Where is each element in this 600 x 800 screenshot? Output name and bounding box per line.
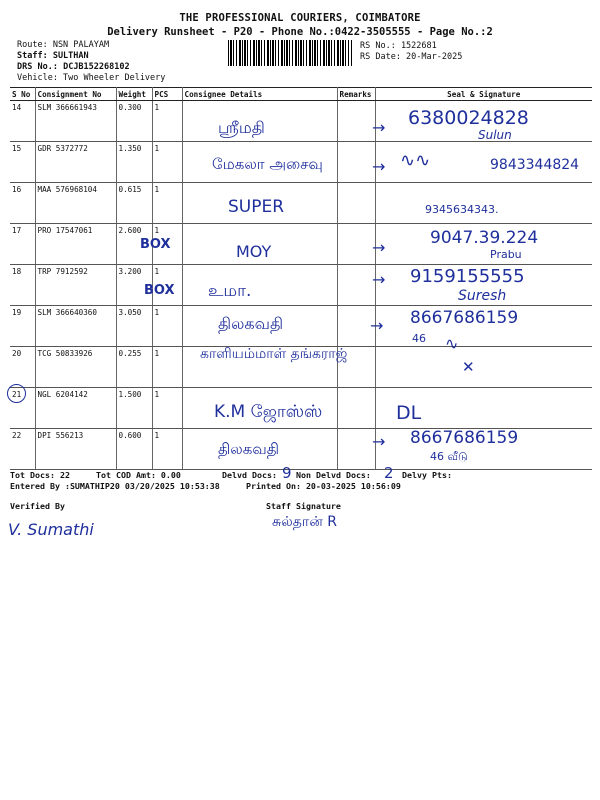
cell-consignment: MAA 576968104 — [35, 183, 116, 224]
staff-signature-label: Staff Signature — [266, 501, 341, 511]
cell-pcs: 1 — [152, 429, 182, 470]
handwritten-consignee-21: K.M ஜோஸ்ஸ் — [214, 402, 323, 422]
runsheet-subtitle: Delivery Runsheet - P20 - Phone No.:0422-3505555 - Page No.:2 — [107, 26, 493, 38]
vehicle-label: Vehicle: Two Wheeler Delivery — [17, 73, 166, 83]
cell-weight: 0.300 — [116, 101, 152, 142]
barcode — [228, 40, 352, 66]
handwritten-phone-19: 8667686159 — [410, 308, 519, 328]
cell-pcs: 1 — [152, 388, 182, 429]
col-header-sno: S No — [10, 88, 35, 101]
cell-remarks — [337, 101, 375, 142]
arrow-mark: → — [370, 316, 384, 335]
arrow-mark: → — [372, 432, 386, 451]
cell-weight: 2.600 — [116, 224, 152, 265]
handwritten-scribble-15: ∿∿ — [400, 150, 431, 171]
handwritten-sign-14: Sulun — [478, 128, 512, 142]
circle-mark — [7, 384, 26, 403]
arrow-mark: → — [372, 270, 386, 289]
handwritten-sign-22: 46 வீடு — [430, 450, 468, 463]
handwritten-consignee-19: திலகவதி — [218, 314, 284, 333]
handwritten-weight-note-18: BOX — [144, 283, 175, 298]
handwritten-phone-15: 9843344824 — [490, 157, 580, 173]
drs-value: DCJB152268102 — [63, 62, 130, 72]
handwritten-phone-17: 9047.39.224 — [430, 228, 539, 248]
table-header-row — [10, 88, 592, 101]
verifier-signature: V. Sumathi — [8, 520, 94, 539]
col-header-consignment: Consignment No — [35, 88, 116, 101]
non-delvd-docs-value: 2 — [384, 464, 394, 482]
delvd-docs-label: Delvd Docs: — [222, 470, 277, 480]
cell-remarks — [337, 429, 375, 470]
tot-cod: Tot COD Amt: 0.00 — [96, 470, 181, 480]
cell-weight: 0.255 — [116, 347, 152, 388]
cell-consignment: DPI 556213 — [35, 429, 116, 470]
handwritten-consignee-16: SUPER — [228, 197, 285, 217]
cell-consignment: TCG 50833926 — [35, 347, 116, 388]
drs-label: DRS No.: — [17, 62, 58, 72]
handwritten-sign-19: 46 — [412, 332, 426, 345]
cell-remarks — [337, 265, 375, 306]
non-delvd-docs-label: Non Delvd Docs: — [296, 470, 371, 480]
col-header-signature: Seal & Signature — [375, 88, 592, 101]
col-header-consignee: Consignee Details — [182, 88, 337, 101]
cell-consignment: TRP 7912592 — [35, 265, 116, 306]
cell-weight: 0.600 — [116, 429, 152, 470]
handwritten-consignee-22: திலகவதி — [218, 440, 279, 458]
cell-pcs: 1 — [152, 347, 182, 388]
cell-consignment: GDR 5372772 — [35, 142, 116, 183]
tot-docs: Tot Docs: 22 — [10, 470, 70, 480]
cell-sno: 21 — [10, 388, 35, 429]
handwritten-x-mark: ✕ — [462, 358, 475, 376]
cell-pcs: 1 — [152, 101, 182, 142]
delvd-docs-value: 9 — [282, 464, 292, 482]
cell-consignee — [182, 265, 337, 306]
cell-weight: 3.050 — [116, 306, 152, 347]
arrow-mark: → — [372, 118, 386, 137]
cell-sno: 19 — [10, 306, 35, 347]
delvy-pts-label: Delvy Pts: — [402, 470, 452, 480]
cell-consignment: SLM 366640360 — [35, 306, 116, 347]
drs-number — [17, 62, 130, 72]
cell-weight: 1.500 — [116, 388, 152, 429]
handwritten-sign-18: Suresh — [458, 288, 507, 304]
cell-pcs: 1 — [152, 265, 182, 306]
cell-sno: 20 — [10, 347, 35, 388]
cell-pcs: 1 — [152, 183, 182, 224]
cell-remarks — [337, 183, 375, 224]
arrow-mark: → — [372, 238, 386, 257]
handwritten-weight-note-17: BOX — [140, 237, 171, 252]
cell-consignment: NGL 6204142 — [35, 388, 116, 429]
staff-label: Staff: SULTHAN — [17, 51, 89, 61]
cell-consignment: PRO 17547061 — [35, 224, 116, 265]
cell-remarks — [337, 224, 375, 265]
printed-on: Printed On: 20-03-2025 10:56:09 — [246, 481, 401, 491]
handwritten-phone-14: 6380024828 — [408, 107, 529, 129]
cell-sno: 22 — [10, 429, 35, 470]
handwritten-phone-22: 8667686159 — [410, 428, 519, 448]
cell-weight: 1.350 — [116, 142, 152, 183]
cell-sno: 16 — [10, 183, 35, 224]
rs-date: RS Date: 20-Mar-2025 — [360, 52, 463, 62]
col-header-pcs: PCS — [152, 88, 182, 101]
handwritten-consignee-15: மேகலா அசைவு — [212, 155, 323, 173]
handwritten-consignee-17: MOY — [236, 242, 272, 261]
handwritten-remark-21: DL — [396, 402, 422, 424]
handwritten-scribble-19: ∿ — [445, 334, 459, 353]
handwritten-consignee-14: ஸ்ரீமதி — [218, 118, 265, 137]
cell-consignment: SLM 366661943 — [35, 101, 116, 142]
arrow-mark: → — [372, 157, 386, 176]
company-title: THE PROFESSIONAL COURIERS, COIMBATORE — [179, 12, 421, 24]
entered-by: Entered By :SUMATHIP20 03/20/2025 10:53:38 — [10, 481, 220, 491]
cell-pcs: 1 — [152, 306, 182, 347]
staff-handwritten-signature: சுல்தான் R — [272, 514, 337, 530]
table-row — [10, 183, 592, 224]
cell-signature — [375, 347, 592, 388]
handwritten-phone-18: 9159155555 — [410, 266, 525, 287]
handwritten-consignee-20: காளியம்மாள் தங்கராஜ் — [200, 346, 348, 362]
route-label: Route: NSN PALAYAM — [17, 40, 110, 50]
cell-remarks — [337, 142, 375, 183]
cell-sno: 15 — [10, 142, 35, 183]
cell-pcs: 1 — [152, 224, 182, 265]
handwritten-phone-16: 9345634343. — [425, 203, 499, 216]
col-header-weight: Weight — [116, 88, 152, 101]
cell-sno: 18 — [10, 265, 35, 306]
col-header-remarks: Remarks — [337, 88, 375, 101]
rs-number: RS No.: 1522681 — [360, 41, 437, 51]
cell-sno: 14 — [10, 101, 35, 142]
cell-sno: 17 — [10, 224, 35, 265]
cell-remarks — [337, 388, 375, 429]
verified-by-label: Verified By — [10, 501, 65, 511]
handwritten-sign-17: Prabu — [490, 248, 522, 261]
cell-weight: 3.200 — [116, 265, 152, 306]
cell-weight: 0.615 — [116, 183, 152, 224]
handwritten-consignee-18: உமா. — [208, 281, 252, 301]
cell-pcs: 1 — [152, 142, 182, 183]
